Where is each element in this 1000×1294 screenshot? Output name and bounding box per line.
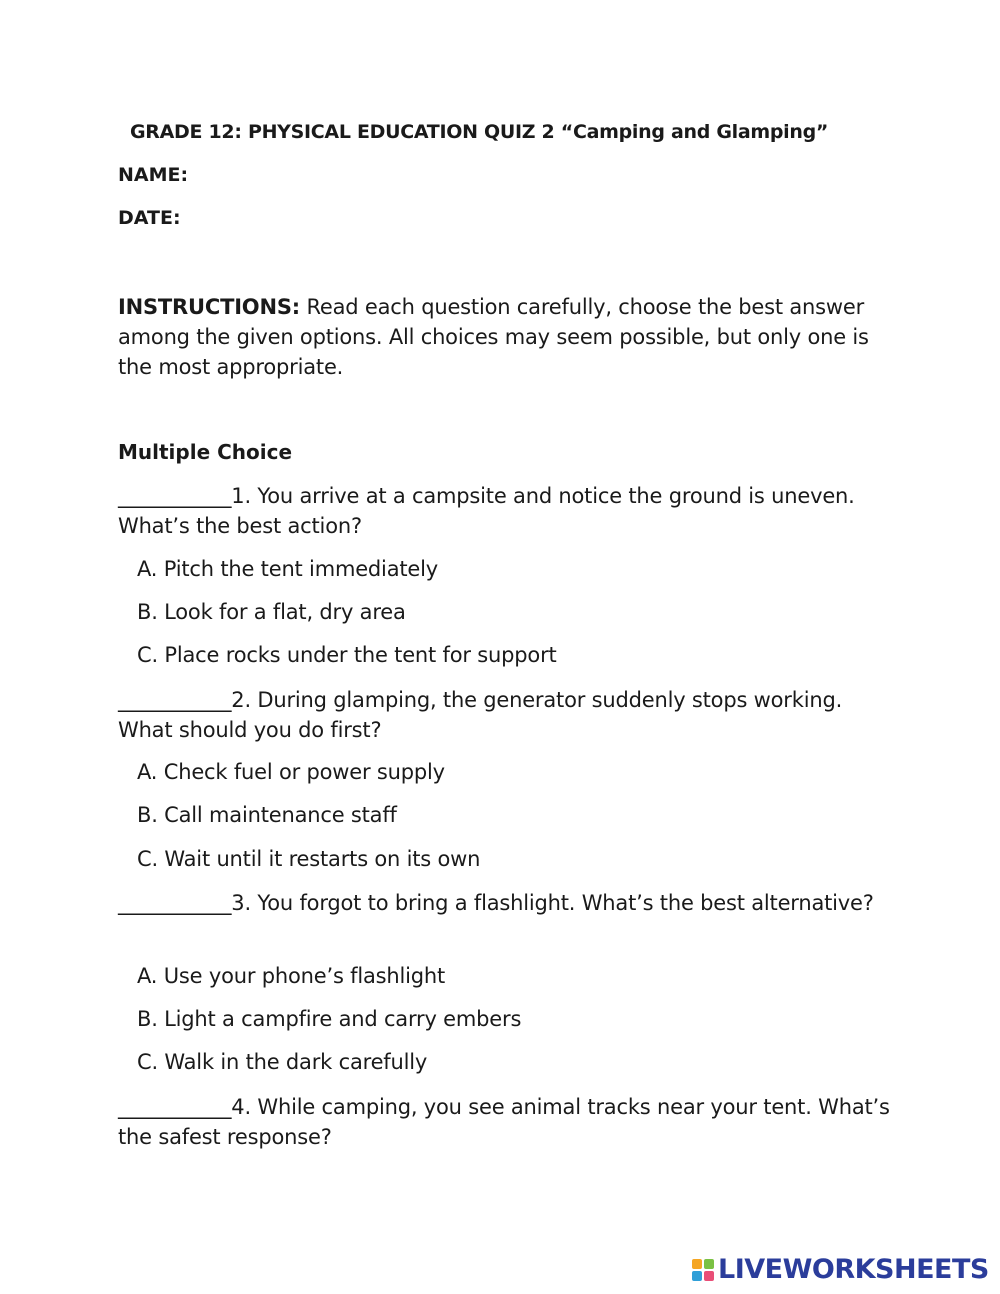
question-1: ___________1. You arrive at a campsite and notice the ground is uneven. What’s the best action?: [118, 484, 855, 538]
question-3-option-c: C. Walk in the dark carefully: [137, 1050, 428, 1074]
question-1-option-b: B. Look for a flat, dry area: [137, 600, 406, 624]
question-2: ___________2. During glamping, the generator suddenly stops working. What should you do first?: [118, 688, 843, 742]
question-3-option-a: A. Use your phone’s flashlight: [137, 964, 446, 988]
question-2-option-c: C. Wait until it restarts on its own: [137, 847, 481, 871]
question-1-option-c: C. Place rocks under the tent for support: [137, 643, 557, 667]
date-label: DATE:: [118, 207, 181, 229]
liveworksheets-mark-icon: [692, 1259, 714, 1281]
question-4: ___________4. While camping, you see animal tracks near your tent. What’s the safest response?: [118, 1095, 890, 1149]
section-heading: Multiple Choice: [118, 440, 293, 464]
instructions-text: Read each question carefully, choose the best answer among the given options. All choices may seem possible, but only one is the most appropriate.: [118, 295, 869, 379]
question-2-option-b: B. Call maintenance staff: [137, 803, 397, 827]
question-1-option-a: A. Pitch the tent immediately: [137, 557, 438, 581]
instructions-label: INSTRUCTIONS:: [118, 295, 300, 319]
instructions: [118, 292, 898, 382]
question-3-option-b: B. Light a campfire and carry embers: [137, 1007, 522, 1031]
logo-text: LIVEWORKSHEETS: [718, 1254, 989, 1285]
question-3: ___________3. You forgot to bring a flashlight. What’s the best alternative?: [118, 891, 874, 915]
name-label: NAME:: [118, 164, 189, 186]
question-2-option-a: A. Check fuel or power supply: [137, 760, 445, 784]
quiz-title: GRADE 12: PHYSICAL EDUCATION QUIZ 2 “Camping and Glamping”: [130, 121, 829, 143]
liveworksheets-logo: [692, 1254, 989, 1285]
